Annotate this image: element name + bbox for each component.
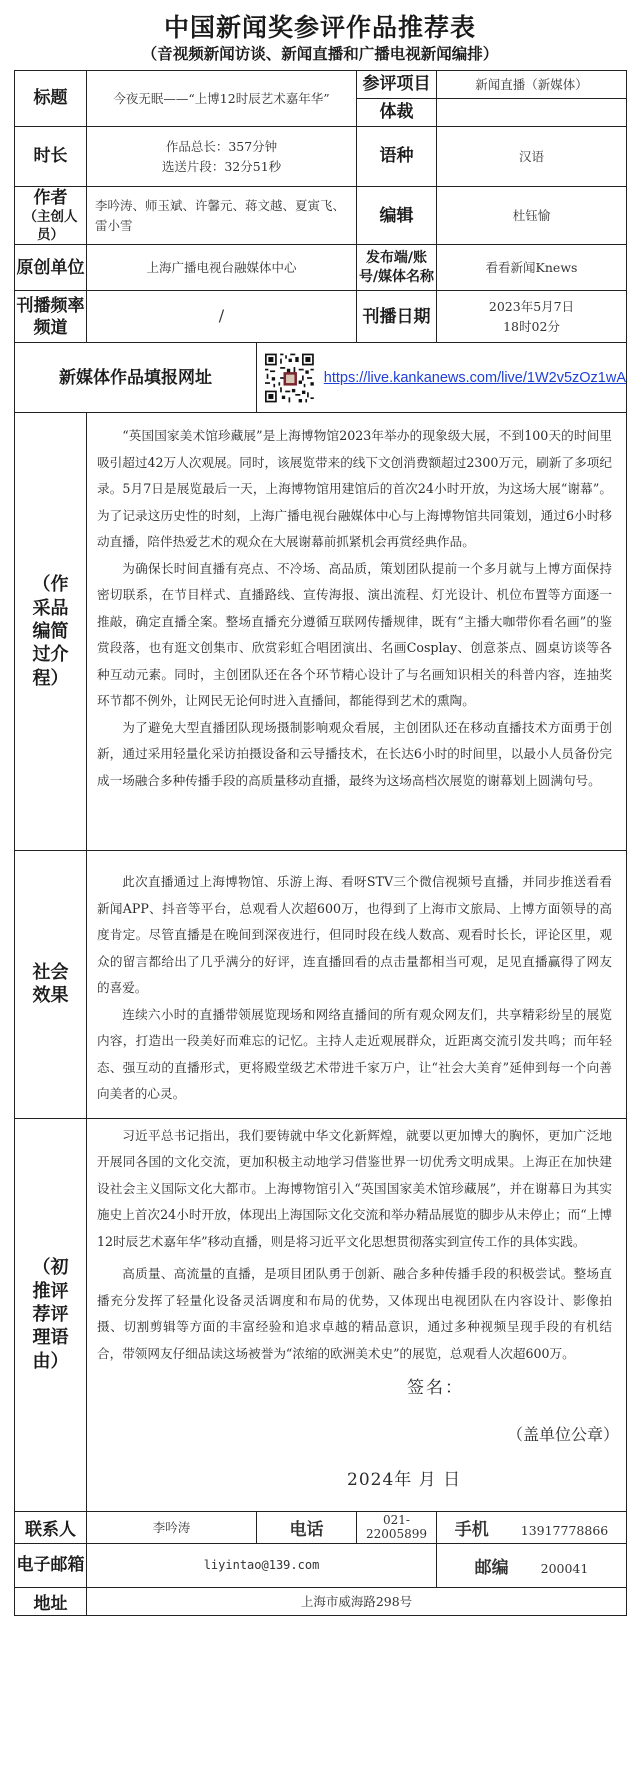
author-label-cell	[15, 187, 87, 245]
intro-body	[87, 413, 627, 851]
language-label: 语种	[357, 127, 437, 187]
newmedia-cell	[257, 343, 627, 413]
publisher-value: 看看新闻Knews	[437, 245, 627, 291]
phone-value: 021-22005899	[357, 1511, 437, 1543]
review-label: （初推评荐评理语由）	[15, 1118, 87, 1511]
author-value: 李吟涛、师玉斌、许馨元、蒋文越、夏寅飞、雷小雪	[87, 187, 357, 245]
category-value: 新闻直播（新媒体）	[437, 71, 627, 99]
stamp-label: （盖单位公章）	[507, 1425, 620, 1445]
unit-value: 上海广播电视台融媒体中心	[87, 245, 357, 291]
email-label: 电子邮箱	[15, 1543, 87, 1587]
review-paragraph: 习近平总书记指出，我们要铸就中华文化新辉煌，就要以更加博大的胸怀，更加广泛地开展同各国的文化交流，更加积极主动地学习借鉴世界一切优秀文明成果。上海正在加快建设社会主义国际文化大都市。上海博物馆引入“英国国家美术馆珍藏展”，并在谢幕日为其实施史上首次24小时开放，体现出上海国际文化交流和举办精品展览的脚步从未停止；而“上博12时辰艺术嘉年华”移动直播，则是将习近平文化思想贯彻落实到宣传工作的具体实践。	[97, 1127, 612, 1249]
editor-value: 杜钰愉	[437, 187, 627, 245]
form-title: 中国新闻奖参评作品推荐表	[163, 13, 476, 42]
mobile-cell	[437, 1511, 627, 1543]
intro-paragraph: 为了避免大型直播团队现场摄制影响观众看展，主创团队还在移动直播技术方面勇于创新，通过采用轻量化采访拍摄设备和云导播技术，在长达6小时的时间里，以最小人员备份完成一场融合多种传播手段的高质量移动直播，最终为这场高档次展览的谢幕划上圆满句号。	[97, 719, 612, 788]
intro-paragraph: “英国国家美术馆珍藏展”是上海博物馆2023年举办的现象级大展，不到100天的时间里吸引超过42万人次观展。同时，该展览带来的线下文创消费额超过2300万元，刷新了多项纪录。5月7日是展览最后一天，上海博物馆用建馆后的首次24小时开放，为这场大展“谢幕”。为了记录这历史性的时刻，上海广播电视台融媒体中心与上海博物馆共同策划，通过6小时移动直播，陪伴热爱艺术的观众在大展谢幕前抓紧机会再赏经典作品。	[97, 428, 612, 550]
unit-label: 原创单位	[15, 245, 87, 291]
duration-clip: 选送片段：32分51秒	[161, 158, 282, 174]
address-label: 地址	[15, 1587, 87, 1615]
effect-label: 社会效果	[15, 851, 87, 1119]
author-sub-label: （主创人员）	[23, 209, 78, 243]
intro-label: （作采品编简过介程）	[15, 413, 87, 851]
signature-block	[97, 1367, 620, 1497]
review-body	[87, 1118, 627, 1511]
genre-value	[437, 99, 627, 127]
date-value-day: 2023年5月7日	[488, 299, 575, 315]
author-label: 作者	[33, 188, 68, 208]
mobile-label: 手机	[454, 1519, 489, 1540]
postcode-value: 200041	[540, 1560, 589, 1576]
email-value: liyintao@139.com	[87, 1543, 437, 1587]
form-subtitle: （音视频新闻访谈、新闻直播和广播电视新闻编排）	[141, 45, 499, 63]
title-label: 标题	[15, 71, 87, 127]
phone-label: 电话	[289, 1519, 324, 1540]
date-value	[437, 291, 627, 343]
channel-label: 刊播频率频道	[15, 291, 87, 343]
contact-person-label: 联系人	[15, 1511, 87, 1543]
duration-total: 作品总长：357分钟	[165, 139, 278, 155]
title-value: 今夜无眠——“上博12时辰艺术嘉年华”	[87, 71, 357, 127]
genre-label: 体裁	[357, 99, 437, 127]
mobile-value: 13917778866	[520, 1522, 609, 1538]
date-value-time: 18时02分	[503, 318, 560, 334]
publisher-label: 发布端/账号/媒体名称	[357, 245, 437, 291]
postcode-label: 邮编	[474, 1557, 509, 1578]
newmedia-url-link[interactable]: https://live.kankanews.com/live/1W2v5zOz1wA	[323, 369, 626, 386]
editor-label: 编辑	[357, 187, 437, 245]
sign-date: 2024年 月 日	[347, 1470, 462, 1491]
effect-paragraph: 连续六小时的直播带领展览现场和网络直播间的所有观众网友们，共享精彩纷呈的展览内容，打造出一段美好而难忘的记忆。主持人走近观展群众，近距离交流引发共鸣；而年轻态、强互动的直播形式，更将殿堂级艺术带进千家万户，让“社会大美育”延伸到每一个向善向美者的心灵。	[97, 1006, 612, 1102]
category-label: 参评项目	[357, 71, 437, 99]
duration-label: 时长	[15, 127, 87, 187]
recommendation-form	[14, 70, 627, 1616]
newmedia-label: 新媒体作品填报网址	[15, 343, 257, 413]
signature-label: 签名：	[407, 1378, 464, 1399]
contact-person-value: 李吟涛	[87, 1511, 257, 1543]
address-value: 上海市威海路298号	[87, 1587, 627, 1615]
language-value: 汉语	[437, 127, 627, 187]
channel-value: /	[87, 291, 357, 343]
date-label: 刊播日期	[357, 291, 437, 343]
qr-code-icon	[265, 347, 314, 409]
phone-cell	[257, 1511, 357, 1543]
postcode-cell	[437, 1543, 627, 1587]
effect-body	[87, 851, 627, 1119]
effect-paragraph: 此次直播通过上海博物馆、乐游上海、看呀STV三个微信视频号直播，并同步推送看看新闻APP、抖音等平台，总观看人次超600万，也得到了上海市文旅局、上博方面领导的高度肯定。尽管直播是在晚间到深夜进行，但同时段在线人数高、观看时长长，评论区里，观众的留言都给出了几乎满分的好评，连直播回看的点击量都相当可观，足见直播赢得了网友的喜爱。	[97, 874, 612, 996]
duration-value	[87, 127, 357, 187]
intro-paragraph: 为确保长时间直播有亮点、不冷场、高品质，策划团队提前一个多月就与上博方面保持密切联系，在节目样式、直播路线、宣传海报、演出流程、灯光设计、机位布置等方面逐一推敲，确定直播全案。整场直播充分遵循互联网传播规律，既有“主播大咖带你看名画”的鉴赏段落，也有逛文创集市、欣赏彩虹合唱团演出、名画Cosplay、创意茶点、圆桌访谈等各种互动元素。同时，主创团队还在各个环节精心设计了与名画知识相关的科普内容，连抽奖环节都不例外，让网民无论何时进入直播间，都能得到艺术的熏陶。	[97, 560, 612, 709]
review-paragraph: 高质量、高流量的直播，是项目团队勇于创新、融合多种传播手段的积极尝试。整场直播充分发挥了轻量化设备灵活调度和布局的优势，又体现出电视团队在内容设计、影像拍摄、切割剪辑等方面的丰富经验和追求卓越的精品意识，通过多种视频呈现手段的有机结合，带领网友仔细品读这场被誉为“浓缩的欧洲美术史”的展览，总观看人次超600万。	[97, 1266, 612, 1361]
